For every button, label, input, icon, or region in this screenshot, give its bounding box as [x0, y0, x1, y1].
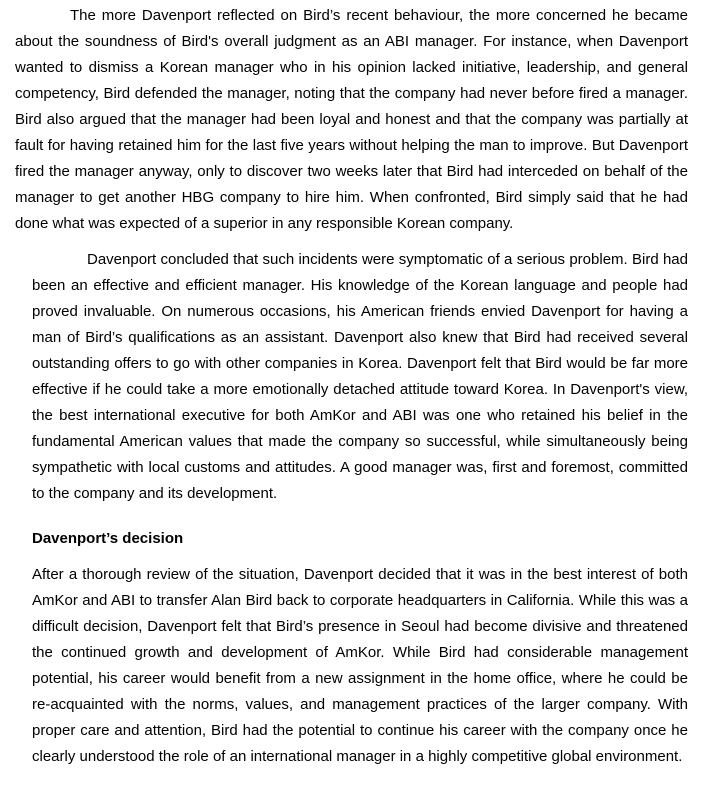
paragraph-bird-behaviour: The more Davenport reflected on Bird’s recent behaviour, the more concerned he became about the soundness of Bird's overall judgment as an ABI manager. For instance, when Davenport wanted to dismiss a Korean manager who in his opinion lacked initiative, leadership, and general competency, Bird defended the manager, noting that the company had never before fired a manager. Bird also argued that the manager had been loyal and honest and that the company was partially at fault for having retained him for the last five years without helping the man to improve. But Davenport fired the manager anyway, only to discover two weeks later that Bird had interceded on behalf of the manager to get another HBG company to hire him. When confronted, Bird simply said that he had done what was expected of a superior in any responsible Korean company. — [15, 7, 688, 232]
paragraph-davenport-conclusion: Davenport concluded that such incidents were symptomatic of a serious problem. Bird had been an effective and efficient manager. His knowledge of the Korean language and people had proved invaluable. On numerous occasions, his American friends envied Davenport for having a man of Bird’s qualifications as an assistant. Davenport also knew that Bird had received several outstanding offers to go with other companies in Korea. Davenport felt that Bird would be far more effective if he could take a more emotionally detached attitude toward Korea. In Davenport's view, the best international executive for both AmKor and ABI was one who retained his belief in the fundamental American values that made the company so successful, while simultaneously being sympathetic with local customs and attitudes. A good manager was, first and foremost, committed to the company and its development. — [32, 251, 688, 502]
section-heading: Davenport’s decision — [32, 530, 184, 547]
paragraph-davenport-decision: After a thorough review of the situation, Davenport decided that it was in the best interest of both AmKor and ABI to transfer Alan Bird back to corporate headquarters in California. While this was a difficult decision, Davenport felt that Bird’s presence in Seoul had become divisive and threatened the continued growth and development of AmKor. While Bird had considerable management potential, his career would benefit from a new assignment in the home office, where he could be re-acquainted with the norms, values, and management practices of the larger company. With proper care and attention, Bird had the potential to continue his career with the company once he clearly understood the role of an international manager in a highly competitive global environment. — [32, 566, 688, 765]
